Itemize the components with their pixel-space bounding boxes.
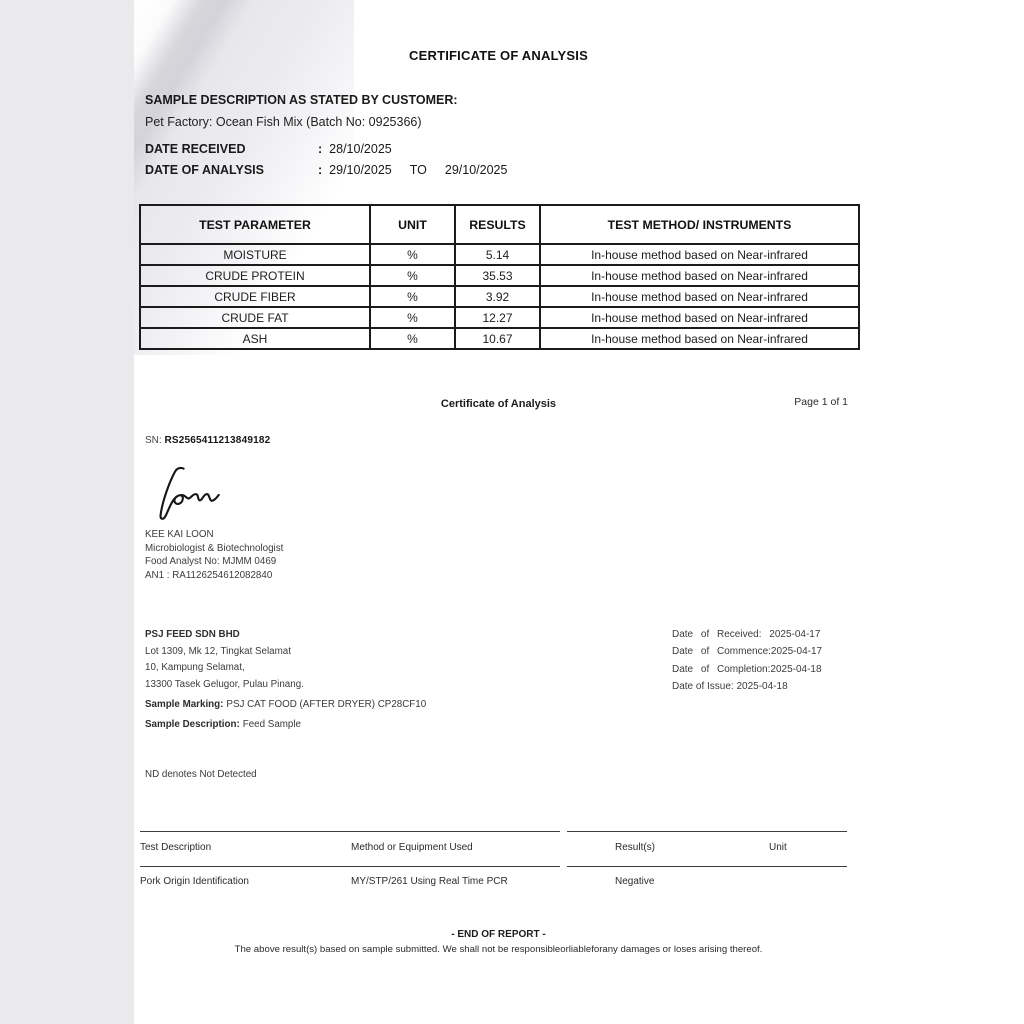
sample-marking-value: PSJ CAT FOOD (AFTER DRYER) CP28CF10 xyxy=(226,699,427,710)
cell-parameter: CRUDE FIBER xyxy=(140,286,370,307)
pcr-header-result: Result(s) xyxy=(615,842,656,853)
date-of-commence: Date of Commence:2025-04-17 xyxy=(672,646,823,658)
analyst-an1: AN1 : RA1126254612082840 xyxy=(145,569,273,581)
end-of-report: - END OF REPORT - xyxy=(451,929,546,940)
cell-unit: % xyxy=(370,265,455,286)
date-analysis-from: 29/10/2025 xyxy=(329,163,392,177)
date-of-issue: Date of Issue: 2025-04-18 xyxy=(672,681,788,693)
analyst-role: Microbiologist & Biotechnologist xyxy=(145,542,284,554)
table-row xyxy=(140,328,859,349)
results-table xyxy=(139,204,860,350)
cell-unit: % xyxy=(370,328,455,349)
analyst-block xyxy=(139,528,283,582)
cell-result: 10.67 xyxy=(455,328,540,349)
analyst-number: Food Analyst No: MJMM 0469 xyxy=(145,556,277,567)
table-row xyxy=(140,244,859,265)
customer-address-line: 10, Kampung Selamat, xyxy=(145,662,245,674)
cell-unit: % xyxy=(370,244,455,265)
cell-method: In-house method based on Near-infrared xyxy=(540,244,859,265)
cell-unit: % xyxy=(370,286,455,307)
cell-method: In-house method based on Near-infrared xyxy=(540,286,859,307)
date-of-completion: Date of Completion:2025-04-18 xyxy=(672,663,822,675)
cell-method: In-house method based on Near-infrared xyxy=(540,307,859,328)
certificate-page xyxy=(134,0,1024,1024)
cell-unit: % xyxy=(370,307,455,328)
pcr-table-mid-rule xyxy=(140,866,847,867)
colon: : xyxy=(318,163,323,177)
cell-result: 35.53 xyxy=(455,265,540,286)
sample-description-line xyxy=(139,719,301,730)
col-header-results: RESULTS xyxy=(455,205,540,244)
cell-parameter: CRUDE PROTEIN xyxy=(140,265,370,286)
cell-method: In-house method based on Near-infrared xyxy=(540,265,859,286)
table-row xyxy=(140,286,859,307)
pcr-header-method: Method or Equipment Used xyxy=(351,842,473,853)
cell-parameter: CRUDE FAT xyxy=(140,307,370,328)
sample-marking-label: Sample Marking: xyxy=(145,699,224,710)
sample-marking-line xyxy=(139,699,426,710)
date-received-label: DATE RECEIVED xyxy=(145,142,246,156)
customer-address-line: Lot 1309, Mk 12, Tingkat Selamat xyxy=(145,646,291,657)
sample-description-value: Pet Factory: Ocean Fish Mix (Batch No: 0925366) xyxy=(145,115,422,129)
pcr-row-test: Pork Origin Identification xyxy=(140,876,249,887)
date-received-row xyxy=(139,142,392,162)
sn-value: RS2565411213849182 xyxy=(164,435,271,446)
table-row xyxy=(140,307,859,328)
disclaimer-text: The above result(s) based on sample submitted. We shall not be responsibleorliableforany damages or loses arising thereof. xyxy=(234,944,763,955)
cell-result: 3.92 xyxy=(455,286,540,307)
date-of-received: Date of Received: 2025-04-17 xyxy=(672,629,821,640)
col-header-unit: UNIT xyxy=(370,205,455,244)
pcr-table-top-rule xyxy=(140,831,847,832)
date-received-value: 28/10/2025 xyxy=(329,142,392,156)
nd-note: ND denotes Not Detected xyxy=(145,769,257,780)
cell-parameter: MOISTURE xyxy=(140,244,370,265)
sample-description-heading: SAMPLE DESCRIPTION AS STATED BY CUSTOMER: xyxy=(145,93,458,107)
pcr-row-method: MY/STP/261 Using Real Time PCR xyxy=(351,876,508,887)
date-analysis-label: DATE OF ANALYSIS xyxy=(145,163,264,177)
customer-name: PSJ FEED SDN BHD xyxy=(145,629,240,640)
pcr-header-unit: Unit xyxy=(769,842,787,853)
sn-label: SN: xyxy=(145,435,162,446)
customer-address-line: 13300 Tasek Gelugor, Pulau Pinang. xyxy=(145,678,304,690)
processing-dates-block xyxy=(672,626,857,696)
cell-parameter: ASH xyxy=(140,328,370,349)
col-header-test-parameter: TEST PARAMETER xyxy=(140,205,370,244)
cell-result: 5.14 xyxy=(455,244,540,265)
date-analysis-separator: TO xyxy=(409,163,427,177)
date-of-analysis-row xyxy=(139,163,507,183)
results-header-row xyxy=(140,205,859,244)
sample-description-value2: Feed Sample xyxy=(242,719,302,730)
pcr-row-result: Negative xyxy=(615,876,655,887)
signature-image xyxy=(151,464,239,526)
col-header-test-method: TEST METHOD/ INSTRUMENTS xyxy=(540,205,859,244)
serial-number-line xyxy=(139,435,270,446)
cell-result: 12.27 xyxy=(455,307,540,328)
table-row xyxy=(140,265,859,286)
scan-left-margin xyxy=(0,0,134,1024)
second-page-title: Certificate of Analysis xyxy=(440,398,557,410)
analyst-name: KEE KAI LOON xyxy=(145,529,214,540)
date-analysis-to: 29/10/2025 xyxy=(444,163,508,177)
document-title: CERTIFICATE OF ANALYSIS xyxy=(409,48,588,63)
sample-description-label: Sample Description: xyxy=(145,719,240,730)
pcr-header-test-description: Test Description xyxy=(140,842,212,853)
customer-address-block xyxy=(139,626,304,693)
cell-method: In-house method based on Near-infrared xyxy=(540,328,859,349)
colon: : xyxy=(318,142,323,156)
page-indicator: Page 1 of 1 xyxy=(794,396,848,408)
page-content xyxy=(139,0,858,1024)
